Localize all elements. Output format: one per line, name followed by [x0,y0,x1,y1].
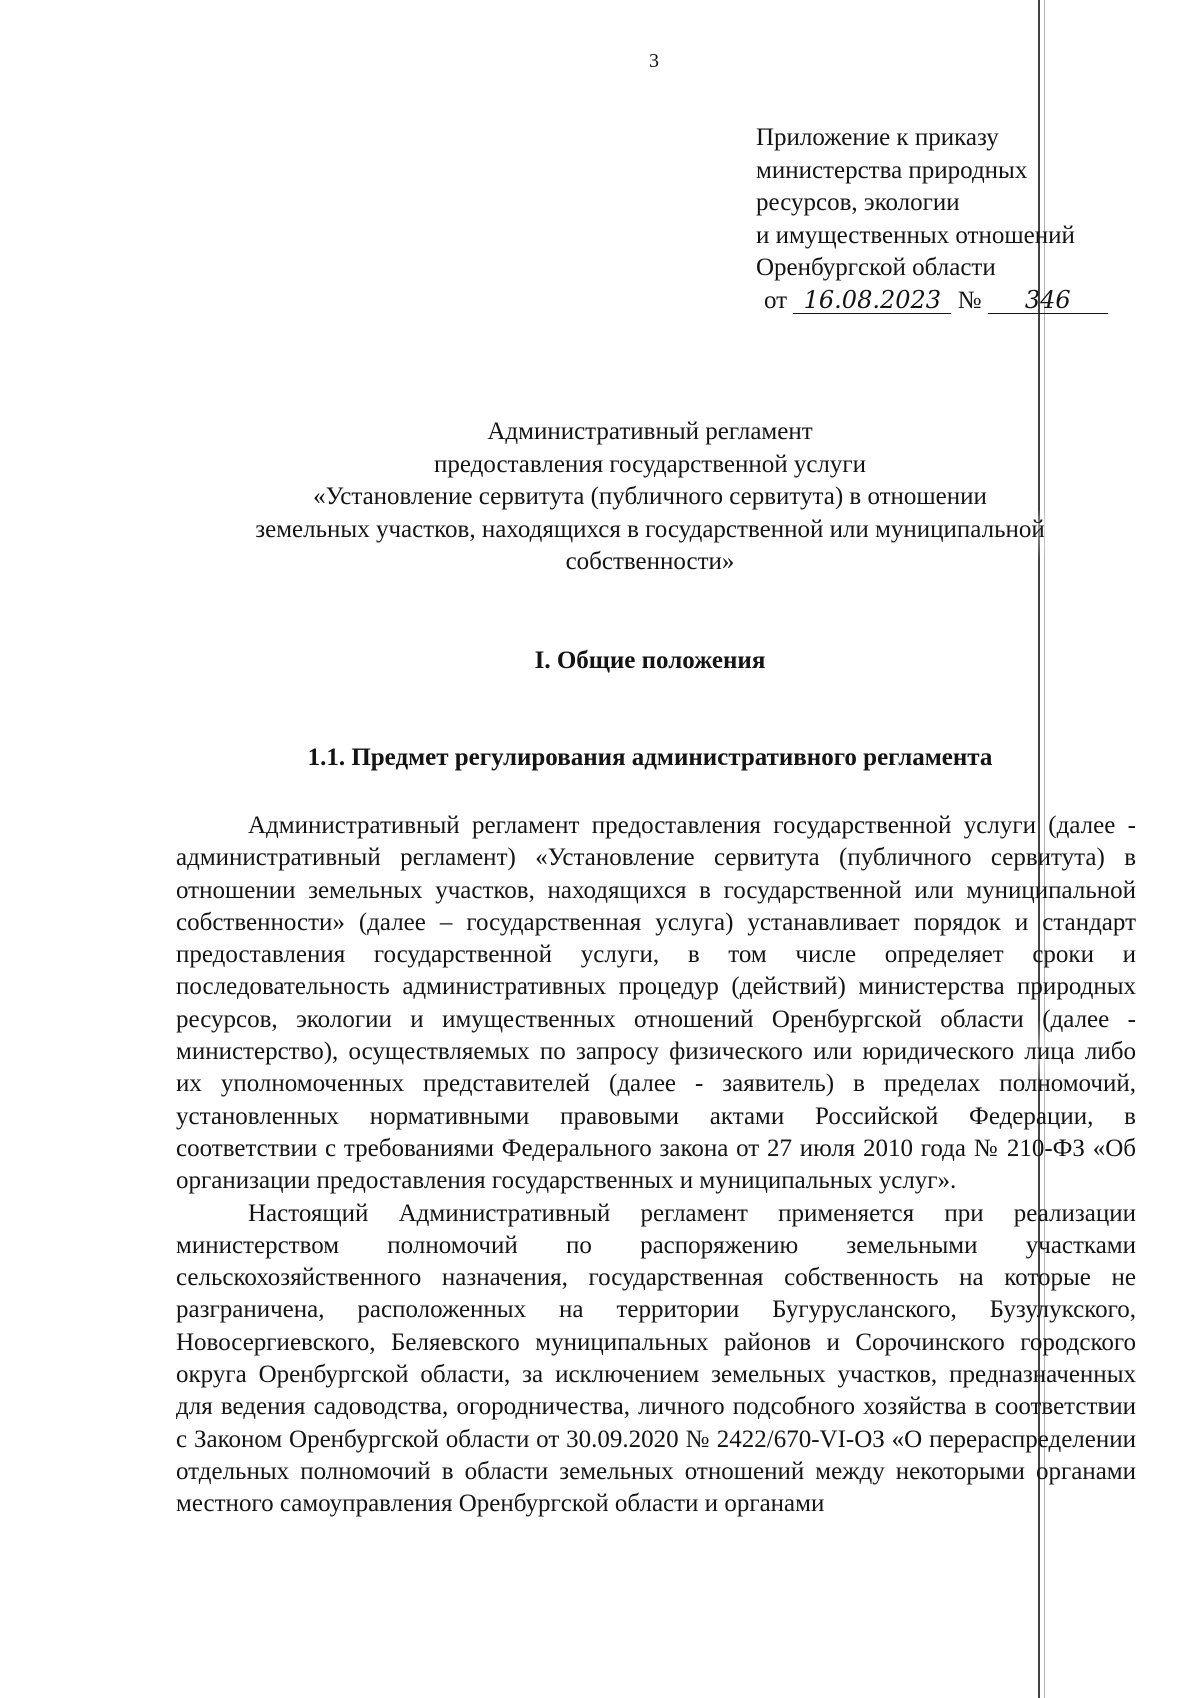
section-heading: I. Общие положения [534,647,766,674]
handwritten-date: 16.08.2023 [793,287,951,314]
appendix-line: Оренбургской области [756,254,996,281]
paragraph: Административный регламент предоставления государственной услуги (далее - административный регламент) «Установление сервитута (публичного сервитута) в отношении земельных участков, находящихся в государственной или муниципальной собственности» (далее – государственная услуга) устанавливает порядок и стандарт предоставления государственной услуги, в том числе определяет сроки и последовательность административных процедур (действий) министерства природных ресурсов, экологии и имущественных отношений Оренбургской области (далее - министерство), осуществляемых по запросу физического или юридического лица либо их уполномоченных представителей (далее - заявитель) в пределах полномочий, установленных нормативными правовыми актами Российской Федерации, в соответствии с требованиями Федерального закона от 27 июля 2010 года № 210-ФЗ «Об организации предоставления государственных и муниципальных услуг». [176,812,1136,1195]
appendix-block [756,122,1108,317]
paragraph: Настоящий Административный регламент применяется при реализации министерством полномочий по распоряжению земельными участками сельскохозяйственного назначения, государственная собственность на которые не разграничена, расположенных на территории Бугурусланского, Бузулукского, Новосергиевского, Беляевского муниципальных районов и Сорочинского городского округа Оренбургской области, за исключением земельных участков, предназначенных для ведения садоводства, огородничества, личного подсобного хозяйства в соответствии с Законом Оренбургской области от 30.09.2020 № 2422/670-VI-ОЗ «О перераспределении отдельных полномочий в области земельных отношений между некоторыми органами местного самоуправления Оренбургской области и органами [176,1199,1136,1518]
title-line: Административный регламент [487,418,813,445]
subsection-heading: 1.1. Предмет регулирования административного регламента [307,744,993,771]
title-line: собственности» [565,548,735,575]
handwritten-number: 346 [988,287,1108,314]
appendix-line: министерства природных [756,156,1028,184]
title-line: земельных участков, находящихся в государственной или муниципальной [255,515,1045,543]
appendix-line: и имущественных отношений [756,221,1075,249]
appendix-line: ресурсов, экологии [756,189,960,216]
body-text [176,810,1136,1521]
date-prefix: от [764,286,788,314]
page-number: 3 [649,50,659,72]
document-title [150,416,1150,579]
title-line: предоставления государственной услуги [433,450,867,478]
title-line: «Установление сервитута (публичного сервитута) в отношении [313,483,987,510]
appendix-date-line [764,285,1108,318]
appendix-line: Приложение к приказу [756,124,999,151]
number-prefix: № [957,286,982,314]
